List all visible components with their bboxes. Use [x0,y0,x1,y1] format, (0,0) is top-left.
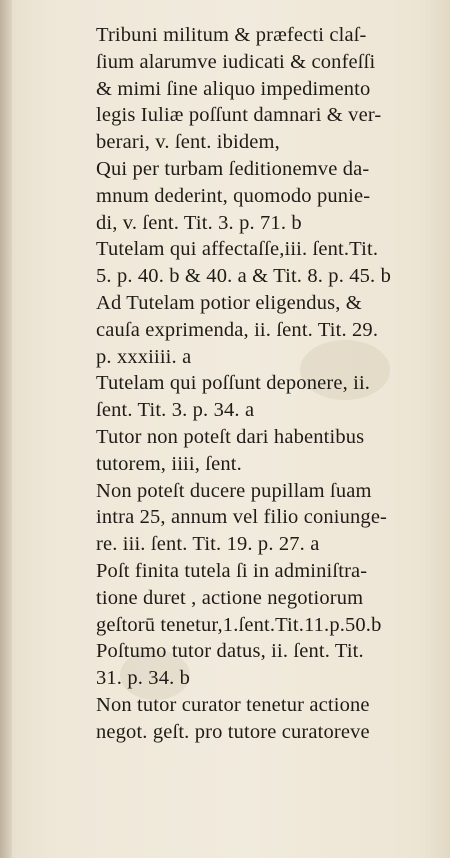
text-line: Qui per turbam ſeditionemve da- [96,157,370,180]
text-line: ſium alarumve iudicati & confeſſi [96,50,376,73]
text-line: Non tutor curator tenetur actione [96,693,370,716]
text-line: legis Iuliæ poſſunt damnari & ver- [96,104,382,127]
text-line: berari, v. ſent. ibidem, [96,131,280,154]
text-line: Tutelam qui poſſunt deponere, ii. [96,372,371,395]
text-line: Poſtumo tutor datus, ii. ſent. Tit. [96,640,364,663]
text-line: Tribuni militum & præfecti claſ- [96,24,367,46]
text-line: p. xxxiiii. a [96,345,192,368]
page-gutter [0,0,12,858]
text-line: Tutelam qui affectaſſe,iii. ſent.Tit. [96,238,379,261]
index-text [96,22,436,746]
text-line: Poſt finita tutela ſi in adminiſtra- [96,559,368,582]
text-line: negot. geſt. pro tutore curatoreve [96,720,370,743]
text-line: Tutor non poteſt dari habentibus [96,425,365,448]
text-line: intra 25, annum vel filio coniunge- [96,506,388,529]
text-line: di, v. ſent. Tit. 3. p. 71. b [96,211,302,234]
text-line: geſtorū tenetur,1.ſent.Tit.11.p.50.b [96,613,382,636]
text-line: Non poteſt ducere pupillam ſuam [96,479,372,502]
text-line: mnum dederint, quomodo punie- [96,184,371,207]
text-line: ſent. Tit. 3. p. 34. a [96,399,255,422]
text-line: re. iii. ſent. Tit. 19. p. 27. a [96,533,320,556]
text-line: tutorem, iiii, ſent. [96,452,242,475]
text-line: Ad Tutelam potior eligendus, & [96,291,362,314]
text-line: 31. p. 34. b [96,667,191,690]
text-line: cauſa exprimenda, ii. ſent. Tit. 29. [96,318,379,341]
text-line: 5. p. 40. b & 40. a & Tit. 8. p. 45. b [96,265,392,288]
text-line: tione duret , actione negotiorum [96,586,364,609]
text-line: & mimi ſine aliquo impedimento [96,77,371,100]
